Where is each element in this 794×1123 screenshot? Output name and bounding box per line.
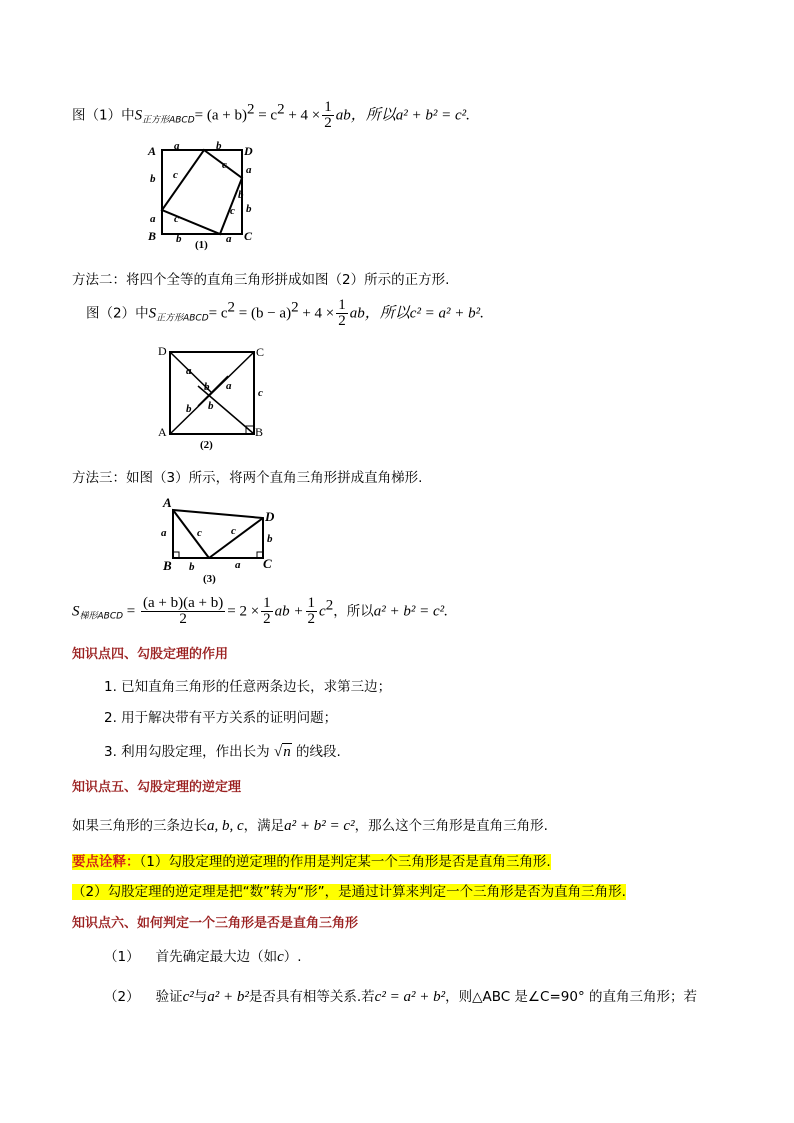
fig1-label: b: [238, 189, 244, 201]
fig2-label: a: [226, 380, 232, 392]
fig3-label: c: [231, 525, 236, 537]
fig3-line: [173, 510, 209, 558]
area-symbol: S: [72, 603, 80, 620]
formula-1-mid: = c: [254, 107, 278, 124]
fig1-label: a: [150, 213, 156, 225]
formula-2-plus: + 4 ×: [298, 305, 335, 322]
section-6-item-2-a: 验证: [155, 989, 183, 1005]
fig2-label: a: [186, 365, 192, 377]
fig3-line: [209, 518, 263, 558]
formula-1-plus: + 4 ×: [284, 107, 321, 124]
formula-2-lead: 图（2）中: [86, 305, 149, 322]
fig2-label: b: [208, 400, 214, 412]
section-5-body-a: 如果三角形的三条边长: [72, 818, 207, 834]
formula-2-mid: = (b − a): [235, 305, 292, 322]
fig1-label: b: [216, 140, 222, 152]
formula-2: 图（2）中$S_{正方形ABCD}= c^2 = (b - a)^2 + 4$ × $\frac{1}{2}$ ab，所以c² = a² + b².: [86, 297, 484, 329]
note-2-text: （2）勾股定理的逆定理是把“数”转为“形”，是通过计算来判定一个三角形是否为直角三角形.: [72, 884, 626, 900]
fig2-caption: (2): [200, 439, 213, 451]
fig1-corner-d: D: [244, 144, 253, 158]
sqrt-n: √n: [273, 744, 291, 760]
fig1-corner-a: A: [148, 144, 157, 158]
formula-2-lhs: = c: [208, 305, 228, 322]
fig3-corner-b: B: [163, 558, 172, 573]
formula-2-tail: ab，所以: [349, 305, 410, 322]
section-5-note-1: [72, 850, 551, 870]
section-4-title: 知识点四、勾股定理的作用: [72, 647, 229, 662]
fig1-corner-c: C: [244, 229, 253, 243]
section-6-item-2: [104, 985, 697, 1006]
area-subscript: 正方形ABCD: [156, 313, 209, 324]
fig3-corner-c: C: [263, 556, 272, 571]
fig1-label: a: [246, 164, 252, 176]
section-5-body-b: ，满足: [243, 818, 285, 834]
method-2-text: 方法二：将四个全等的直角三角形拼成如图（2）所示的正方形.: [72, 272, 450, 288]
formula-3-ab: ab +: [274, 603, 304, 620]
formula-2-conclusion: c² = a² + b².: [409, 305, 484, 322]
section-6-item-2-c2: c²: [182, 989, 194, 1005]
fig3-label: a: [235, 559, 241, 571]
fraction-half: $\frac{1}{2}$: [324, 99, 332, 131]
fig1-label: b: [246, 203, 252, 215]
fig1-label: a: [226, 233, 232, 245]
fig1-label: a: [174, 140, 180, 152]
formula-1: 图（1）中$S_{正方形ABCD}= (a + b)^2 = c^2 + 4$ × $\frac{1}{2}$ ab，所以a² + b² = c².: [72, 99, 470, 131]
section-5-vars: a, b, c: [207, 818, 244, 834]
note-label: 要点诠释：: [72, 854, 140, 870]
section-6-item-1-num: （1）: [104, 949, 140, 965]
fraction-half: $\frac{1}{2}$: [263, 595, 271, 627]
formula-1-conclusion: a² + b² = c².: [395, 107, 470, 124]
figure-1: [140, 140, 270, 255]
fraction-area: $\frac{(a + b)(a + b)}{2}$: [143, 595, 224, 627]
section-6-item-1: [104, 945, 302, 966]
section-6-item-2-c: 是否具有相等关系.若: [248, 989, 375, 1005]
section-4-item-3: [104, 740, 341, 761]
fig2-corner-c: C: [256, 345, 265, 359]
fraction-half: $\frac{1}{2}$: [338, 297, 346, 329]
fig1-label: c: [230, 205, 235, 217]
section-6-item-2-num: （2）: [104, 989, 140, 1005]
fig1-caption: (1): [195, 239, 208, 251]
formula-3-c: c: [319, 603, 326, 620]
fig3-label: c: [197, 527, 202, 539]
fig1-corner-b: B: [148, 229, 157, 243]
section-5-body-c: ，那么这个三角形是直角三角形.: [354, 818, 548, 834]
section-5-note-2: [72, 880, 626, 900]
section-6-item-2-d: ，则△ABC 是∠C=90° 的直角三角形；若: [445, 989, 697, 1005]
section-4-item-3-text: 3. 利用勾股定理，作出长为: [104, 744, 270, 760]
fig2-corner-a: A: [158, 425, 167, 439]
fig2-label: b: [204, 381, 210, 393]
formula-3: $S_{梯形ABCD}$ = $\frac{(a + b)(a + b)}{2}$ = 2 × $\frac{1}{2}$ ab + $\frac{1}{2}$ $c^2$，所以a² + b² = c².: [72, 595, 448, 627]
fraction-half: $\frac{1}{2}$: [307, 595, 316, 627]
section-5-body: [72, 814, 548, 835]
section-6-item-2-ab: a² + b²: [207, 989, 249, 1005]
section-6-item-2-b: 与: [193, 989, 208, 1005]
fig2-corner-d: D: [158, 344, 167, 358]
fig3-corner-d: D: [265, 509, 275, 524]
fig3-label: b: [189, 561, 195, 573]
note-1-text: （1）勾股定理的逆定理的作用是判定某一个三角形是否是直角三角形.: [139, 854, 551, 870]
formula-1-lhs: = (a + b): [194, 107, 247, 124]
fig1-label: c: [173, 169, 178, 181]
fig1-label: b: [150, 173, 156, 185]
fig3-label: b: [267, 533, 273, 545]
section-6-title: 知识点六、如何判定一个三角形是否是直角三角形: [72, 916, 359, 931]
section-5-equation: a² + b² = c²: [284, 818, 355, 834]
section-4-item-3-tail: 的线段.: [296, 744, 341, 760]
section-6-item-1-a: 首先确定最大边（如: [155, 949, 278, 965]
formula-1-lead: 图（1）中: [72, 107, 135, 124]
area-subscript: 梯形ABCD: [79, 611, 124, 622]
section-4-item-2: 2. 用于解决带有平方关系的证明问题；: [104, 710, 338, 726]
method-3-text: 方法三：如图（3）所示，将两个直角三角形拼成直角梯形.: [72, 470, 423, 486]
figure-2: [150, 342, 270, 452]
fig1-label: c: [222, 159, 227, 171]
fig3-corner-a: A: [163, 495, 172, 510]
area-symbol: S: [148, 305, 157, 322]
fig3-label: a: [161, 527, 167, 539]
formula-3-conclusion: a² + b² = c².: [373, 603, 448, 620]
area-subscript: 正方形ABCD: [142, 115, 195, 126]
section-6-item-1-b: ）.: [283, 949, 302, 965]
formula-1-tail: ab，所以: [335, 107, 396, 124]
formula-3-eq: = 2 ×: [227, 603, 260, 620]
fig1-label: b: [176, 233, 182, 245]
section-6-item-2-eq: c² = a² + b²: [374, 989, 446, 1005]
formula-3-tail: ，所以: [333, 603, 374, 620]
fig2-label: b: [186, 403, 192, 415]
fig2-corner-b: B: [255, 425, 264, 439]
section-5-title: 知识点五、勾股定理的逆定理: [72, 780, 242, 795]
section-4-item-1: 1. 已知直角三角形的任意两条边长，求第三边；: [104, 679, 392, 695]
figure-3: [155, 490, 285, 590]
fig2-label: c: [258, 387, 263, 399]
fig3-caption: (3): [203, 573, 216, 585]
fig1-label: c: [174, 213, 179, 225]
section-6-item-1-var: c: [277, 949, 284, 965]
area-symbol: S: [134, 107, 143, 124]
